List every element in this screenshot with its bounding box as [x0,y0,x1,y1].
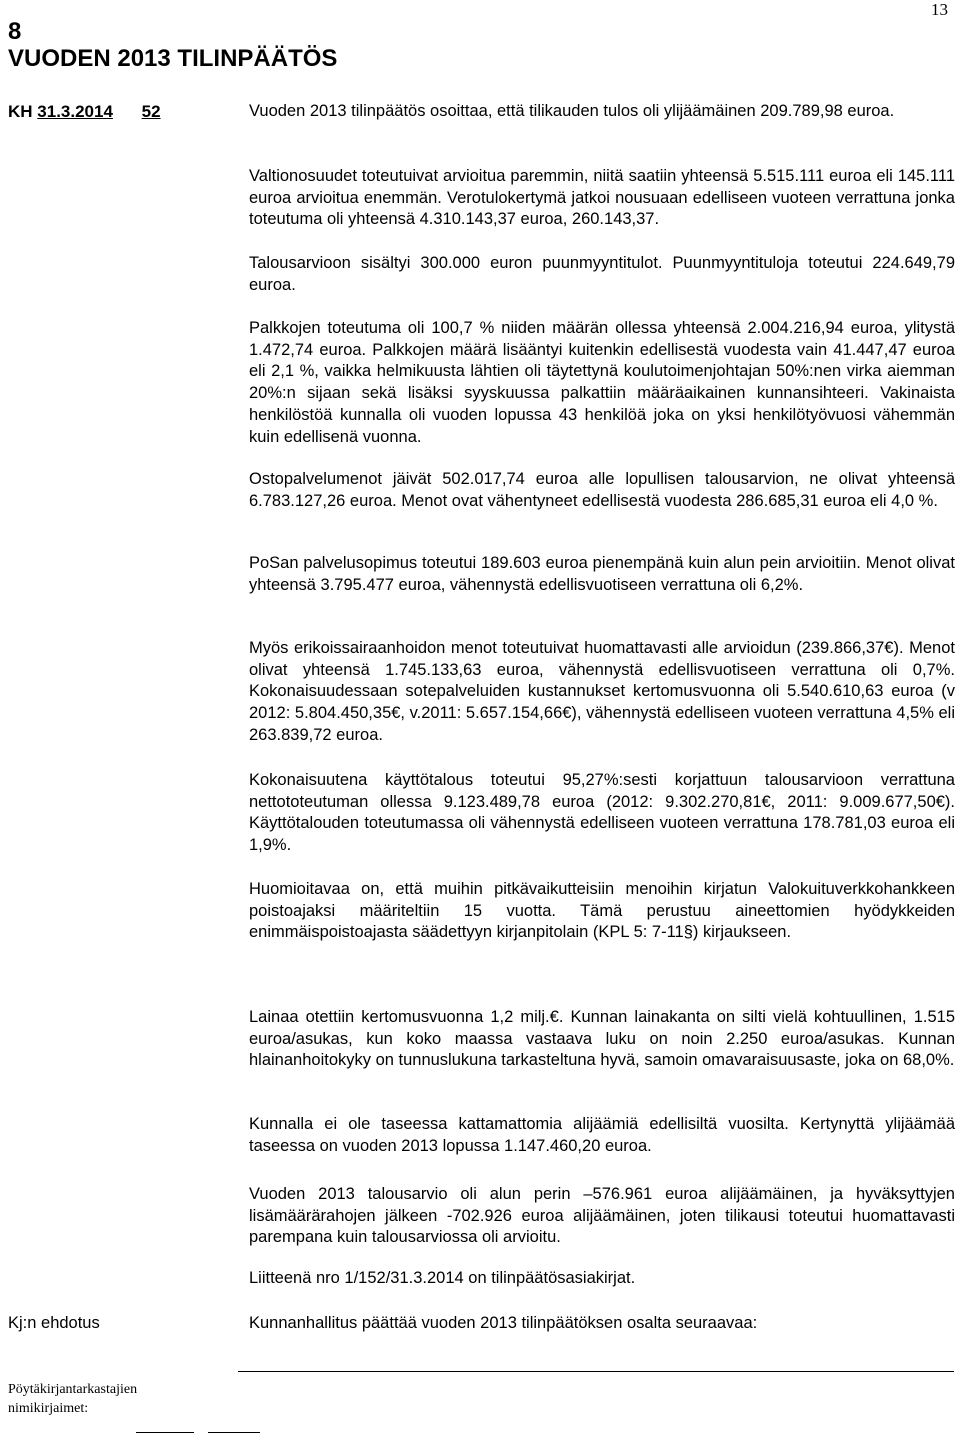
section-number: 8 [8,18,22,45]
body-paragraph [249,101,955,123]
body-paragraph [249,1114,955,1157]
proposal-label: Kj:n ehdotus [8,1314,100,1332]
proposal-text: Kunnanhallitus päättää vuoden 2013 tilinpäätöksen osalta seuraavaa: [249,1314,758,1332]
body-paragraph [249,553,955,596]
paragraph-text: Vuoden 2013 talousarvio oli alun perin –576.961 euroa alijäämäinen, ja hyväksyttyjen lisämäärärahojen jälkeen -702.926 euroa alijäämäinen, joten tilikausi toteutui huomattavasti parempana kuin talousarviossa oli arvioitu. [249,1185,955,1247]
page-number: 13 [931,0,948,19]
footer-label-line2: nimikirjaimet: [8,1401,89,1416]
body-paragraph [249,1007,955,1072]
body-paragraph [249,1184,955,1249]
signature-line [136,1432,194,1433]
body-paragraph [249,469,955,512]
signature-line [208,1432,260,1433]
meeting-date: 31.3.2014 [37,102,113,121]
paragraph-text: Huomioitavaa on, että muihin pitkävaikutteisiin menoihin kirjatun Valokuituverkkohankkeen poistoajaksi määriteltiin 15 vuotta. Tämä perustuu aineettomien hyödykkeiden enimmäispoistoajasta säädettyyn kirjanpitolain (KPL 5: 7-11§) kirjaukseen. [249,880,955,942]
body-paragraph [249,879,955,944]
footer-label [8,1380,137,1418]
paragraph-text: Lainaa otettiin kertomusvuonna 1,2 milj.€. Kunnan lainakanta on silti vielä kohtuullinen, 1.515 euroa/asukas, kun koko maassa vastaava luku on noin 2.250 euroa/asukas. Kunnan hlainanhoitokyky on tunnuslukuna tarkasteltuna hyvä, samoin omavaraisuusaste, joka on 68,0%. [249,1008,955,1070]
footer-label-line1: Pöytäkirjantarkastajien [8,1382,138,1397]
paragraph-text: Ostopalvelumenot jäivät 502.017,74 euroa alle lopullisen talousarvion, ne olivat yhteensä 6.783.127,26 euroa. Menot ovat vähentyneet edellisestä vuodesta 286.685,31 euroa eli 4,0 %. [249,470,955,510]
paragraph-text: PoSan palvelusopimus toteutui 189.603 euroa pienempänä kuin alun pein arvioitiin. Menot olivat yhteensä 3.795.477 euroa, vähennystä edellisvuotiseen verrattuna oli 6,2%. [249,554,955,594]
body-paragraph [249,638,955,747]
paragraph-text: Liitteenä nro 1/152/31.3.2014 on tilinpäätösasiakirjat. [249,1269,636,1287]
body-paragraph [249,1268,955,1290]
section-title: VUODEN 2013 TILINPÄÄTÖS [8,45,338,72]
paragraph-text: Palkkojen toteutuma oli 100,7 % niiden määrän ollessa yhteensä 2.004.216,94 euroa, ylitystä 1.472,74 euroa. Palkkojen määrä lisääntyi kuitenkin edellisestä vuodesta vain 41.447,47 euroa eli 2,1 %, vaikka helmikuusta lähtien oli täytettynä koulutoimenjohtajan 50%:nen virka aiemman 20%:n sijaan sekä lisäksi syyskuussa palkattiin määräaikainen kunnansihteeri. Vakinaista henkilöstöä kunnalla oli vuoden lopussa 43 henkilöä joka on yksi henkilötyövuosi vähemmän kuin edellisenä vuonna. [249,319,955,446]
paragraph-text: Myös erikoissairaanhoidon menot toteutuivat huomattavasti alle arvioidun (239.866,37€). Menot olivat yhteensä 1.745.133,63 euroa, vähennystä edellisvuotiseen verrattuna oli 0,7%. Kokonaisuudessaan sotepalveluiden kustannukset kertomusvuonna oli 5.540.610,63 euroa (v 2012: 5.804.450,35€, v.2011: 5.657.154,66€), vähennystä edelliseen vuoteen verrattuna 4,5% eli 263.839,72 euroa. [249,639,955,744]
body-paragraph [249,770,955,857]
body-paragraph [249,166,955,231]
body-paragraph [249,253,955,296]
footer-rule [238,1371,954,1372]
meeting-reference [8,101,161,123]
paragraph-text: Vuoden 2013 tilinpäätös osoittaa, että tilikauden tulos oli ylijäämäinen 209.789,98 euroa. [249,102,895,120]
meeting-body: KH [8,102,33,121]
meeting-section: 52 [141,102,161,121]
paragraph-text: Talousarvioon sisältyi 300.000 euron puunmyyntitulot. Puunmyyntituloja toteutui 224.649,79 euroa. [249,254,955,294]
paragraph-text: Valtionosuudet toteutuivat arvioitua paremmin, niitä saatiin yhteensä 5.515.111 euroa eli 145.111 euroa arvioitua enemmän. Verotulokertymä jatkoi nousuaan edelliseen vuoteen verrattuna jonka toteutuma oli yhteensä 4.310.143,37 euroa, 260.143,37. [249,167,955,229]
body-paragraph [249,318,955,448]
paragraph-text: Kunnalla ei ole taseessa kattamattomia alijäämiä edellisiltä vuosilta. Kertynyttä ylijäämää taseessa on vuoden 2013 lopussa 1.147.460,20 euroa. [249,1115,955,1155]
paragraph-text: Kokonaisuutena käyttötalous toteutui 95,27%:sesti korjattuun talousarvioon verrattuna nettototeutuman ollessa 9.123.489,78 euroa (2012: 9.302.270,81€, 2011: 9.009.677,50€). Käyttötalouden toteutumassa oli vähennystä edelliseen vuoteen verrattuna 178.781,03 euroa eli 1,9%. [249,771,955,855]
